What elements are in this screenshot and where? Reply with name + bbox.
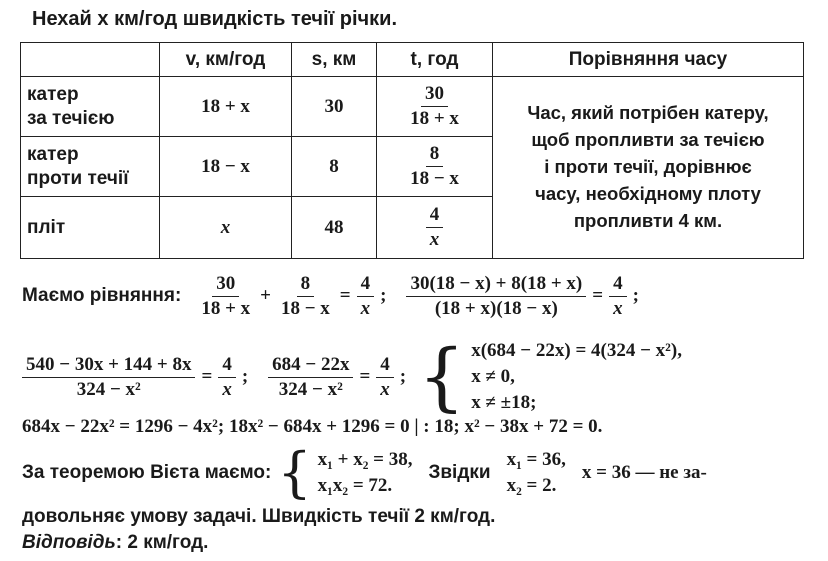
numerator: 540 − 30x + 144 + 8x (22, 355, 195, 378)
numerator: 4 (609, 274, 627, 297)
numerator: 8 (297, 274, 315, 297)
row-name-line2: за течією (27, 107, 115, 129)
comparison-line: щоб пропливти за течією (531, 129, 765, 151)
header-distance: s, км (292, 43, 377, 77)
comparison-line: і проти течії, дорівнює (544, 156, 752, 178)
numerator: 4 (376, 355, 394, 378)
equation-system (471, 338, 682, 416)
vieta-label: За теоремою Вієта маємо: (22, 462, 272, 483)
fraction (197, 274, 254, 319)
numerator: 30 (212, 274, 239, 297)
time-denominator: 18 − x (410, 168, 459, 189)
system-line: x ≠ ±18; (471, 392, 537, 413)
time-numerator: 8 (426, 144, 444, 167)
denominator: (18 + x)(18 − x) (434, 297, 558, 319)
comparison-cell (493, 77, 804, 259)
denominator: x (360, 297, 371, 319)
numerator: 684 − 22x (268, 355, 353, 378)
denominator: 324 − x² (278, 378, 343, 400)
numerator: 30(18 − x) + 8(18 + x) (406, 274, 586, 297)
denominator: x (380, 378, 390, 400)
row-distance: 8 (292, 137, 377, 197)
table-header-row (21, 43, 804, 77)
operator: = (201, 366, 213, 387)
separator: ; (632, 285, 639, 307)
answer-label: Відповідь (22, 532, 116, 553)
system-line: x₁ + x₂ = 38, (317, 449, 413, 470)
separator: ; (380, 285, 387, 307)
row-speed: 18 − x (160, 137, 292, 197)
fraction (609, 274, 627, 319)
time-numerator: 4 (426, 205, 444, 228)
fraction (376, 355, 394, 400)
row-name (21, 197, 160, 259)
row-speed (160, 197, 292, 259)
answer-value: : 2 км/год. (115, 532, 209, 553)
system-line: x₁x₂ = 72. (317, 475, 393, 496)
operator: = (592, 285, 604, 307)
separator: ; (241, 366, 249, 387)
reject-text: x = 36 — не за- (581, 462, 707, 483)
time-numerator: 30 (421, 84, 448, 107)
operator: = (359, 366, 371, 387)
denominator: 324 − x² (76, 378, 141, 400)
system-line: x(684 − 22x) = 4(324 − x²), (471, 340, 682, 361)
row-distance: 48 (292, 197, 377, 259)
operator: = (339, 285, 351, 307)
vieta-line (22, 441, 707, 504)
system-line: x ≠ 0, (471, 366, 515, 387)
system-brace: { (418, 334, 466, 420)
header-speed: v, км/год (160, 43, 292, 77)
header-name (21, 43, 160, 77)
time-denominator: 18 + x (410, 108, 459, 129)
equation-line-2 (22, 334, 682, 420)
whence-label: Звідки (428, 462, 491, 483)
comparison-line: часу, необхідному плоту (535, 182, 761, 204)
fraction (218, 355, 236, 400)
fraction (22, 355, 195, 400)
conclusion: довольняє умову задачі. Швидкість течії 2 км/год. (22, 506, 496, 527)
header-time: t, год (377, 43, 493, 77)
row-name (21, 77, 160, 137)
data-table (20, 42, 804, 259)
row-name-line1: катер (27, 83, 79, 105)
fraction (277, 274, 334, 319)
numerator: 4 (218, 355, 236, 378)
comparison-line: пропливти 4 км. (573, 209, 723, 231)
vieta-system (318, 447, 413, 499)
row-distance: 30 (292, 77, 377, 137)
row-name-line1: катер (27, 143, 79, 165)
row-name-line2: проти течії (27, 167, 129, 189)
equation-line-1 (22, 274, 639, 319)
fraction (268, 355, 353, 400)
time-denominator: x (429, 229, 440, 250)
root-line: x₁ = 36, (506, 449, 566, 470)
system-brace: { (277, 441, 312, 504)
denominator: x (222, 378, 232, 400)
equation-line-3: 684x − 22x² = 1296 − 4x²; 18x² − 684x + 1296 = 0 | : 18; x² − 38x + 72 = 0. (22, 416, 603, 437)
row-speed: 18 + x (160, 77, 292, 137)
row-time (377, 137, 493, 197)
row-time (377, 197, 493, 259)
table-row (21, 77, 804, 137)
fraction (357, 274, 375, 319)
header-comparison: Порівняння часу (493, 43, 804, 77)
numerator: 4 (357, 274, 375, 297)
comparison-line: Час, який потрібен катеру, (527, 102, 769, 124)
answer (22, 532, 208, 554)
row-name-line1: пліт (27, 216, 66, 238)
separator: ; (399, 366, 407, 387)
row-time (377, 77, 493, 137)
denominator: x (613, 297, 623, 319)
problem-intro: Нехай x км/год швидкість течії річки. (32, 8, 398, 30)
equation-label: Маємо рівняння: (22, 285, 182, 307)
row-speed-value: x (220, 216, 231, 238)
denominator: 18 + x (201, 297, 251, 319)
fraction (406, 274, 586, 319)
denominator: 18 − x (280, 297, 330, 319)
operator: + (260, 285, 271, 307)
roots (507, 447, 566, 499)
row-name (21, 137, 160, 197)
root-line: x₂ = 2. (506, 475, 557, 496)
